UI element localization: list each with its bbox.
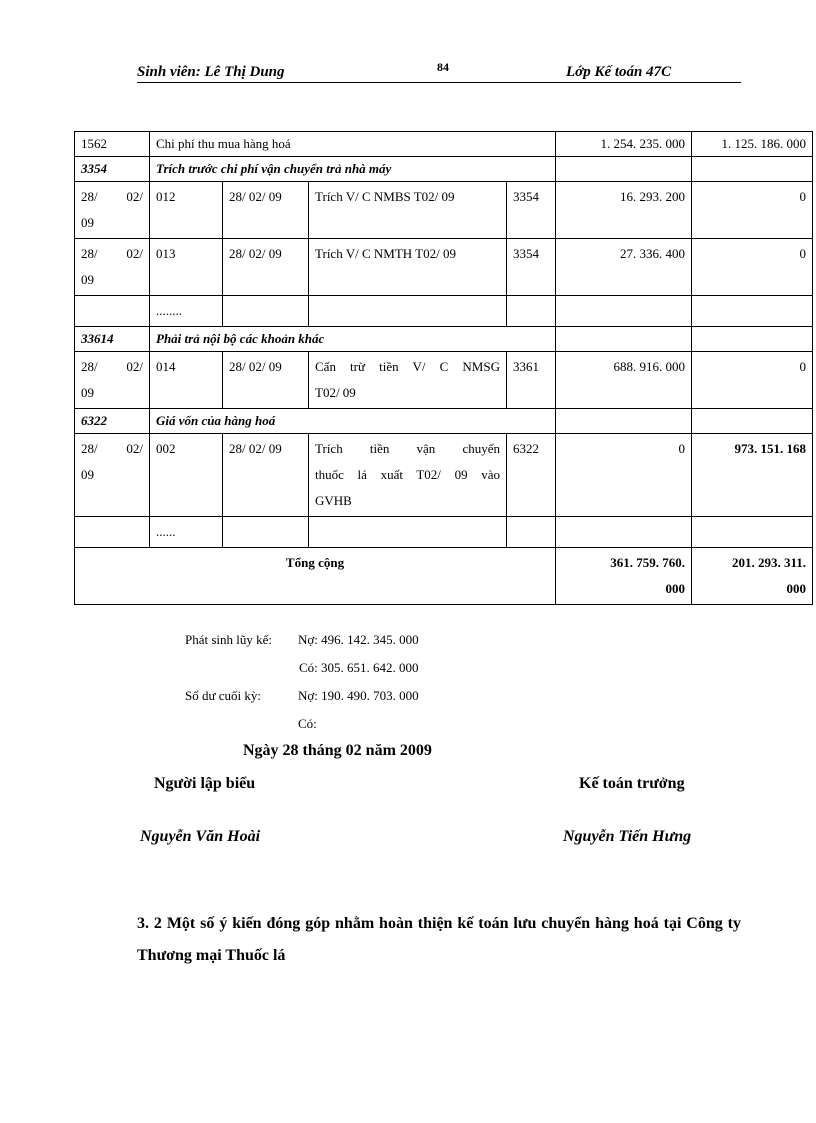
ending-debit: Nợ: 190. 490. 703. 000 bbox=[298, 688, 419, 703]
chief-accountant-title: Kế toán trưởng bbox=[579, 775, 685, 792]
ellipsis: ...... bbox=[150, 517, 223, 548]
table-row bbox=[75, 239, 813, 296]
total-debit: 361. 759. 760. 000 bbox=[556, 548, 692, 605]
ledger-table bbox=[74, 131, 813, 605]
credit-amount: 973. 151. 168 bbox=[692, 434, 813, 517]
voucher-number: 013 bbox=[150, 239, 223, 296]
credit-amount: 1. 125. 186. 000 bbox=[692, 132, 813, 157]
total-row bbox=[75, 548, 813, 605]
debit-amount: 16. 293. 200 bbox=[556, 182, 692, 239]
account-group-title: Phải trả nội bộ các khoản khác bbox=[150, 327, 556, 352]
counter-account: 3361 bbox=[507, 352, 556, 409]
account-code: 3354 bbox=[75, 157, 150, 182]
account-code: 1562 bbox=[75, 132, 150, 157]
counter-account: 6322 bbox=[507, 434, 556, 517]
table-row bbox=[75, 182, 813, 239]
page-number: 84 bbox=[437, 60, 449, 74]
voucher-date: 28/ 02/ 09 bbox=[223, 434, 309, 517]
voucher-date: 28/ 02/ 09 bbox=[223, 352, 309, 409]
debit-amount: 1. 254. 235. 000 bbox=[556, 132, 692, 157]
entry-description: Trích V/ C NMBS T02/ 09 bbox=[309, 182, 507, 239]
table-row bbox=[75, 517, 813, 548]
header-underline bbox=[137, 82, 741, 83]
voucher-number: 002 bbox=[150, 434, 223, 517]
voucher-number: 012 bbox=[150, 182, 223, 239]
table-row bbox=[75, 296, 813, 327]
accumulated-label: Phát sinh lũy kế: bbox=[185, 632, 273, 647]
voucher-date: 28/ 02/ 09 bbox=[223, 239, 309, 296]
table-row bbox=[75, 327, 813, 352]
ending-credit: Có: bbox=[298, 716, 317, 731]
ending-balance-label: Số dư cuối kỳ: bbox=[185, 688, 262, 703]
voucher-number: 014 bbox=[150, 352, 223, 409]
account-description: Chi phí thu mua hàng hoá bbox=[150, 132, 556, 157]
table-row bbox=[75, 132, 813, 157]
credit-amount: 0 bbox=[692, 182, 813, 239]
account-code: 33614 bbox=[75, 327, 150, 352]
debit-amount: 27. 336. 400 bbox=[556, 239, 692, 296]
table-row bbox=[75, 157, 813, 182]
entry-description: Trích V/ C NMTH T02/ 09 bbox=[309, 239, 507, 296]
accumulated-debit: Nợ: 496. 142. 345. 000 bbox=[298, 632, 419, 647]
credit-amount: 0 bbox=[692, 239, 813, 296]
class-name: Lớp Kế toán 47C bbox=[566, 64, 672, 80]
debit-amount: 688. 916. 000 bbox=[556, 352, 692, 409]
entry-description: Trích tiền vận chuyển thuốc lá xuất T02/ 09 vào GVHB bbox=[309, 434, 507, 517]
chief-accountant-name: Nguyễn Tiến Hưng bbox=[563, 828, 692, 845]
ellipsis: ........ bbox=[150, 296, 223, 327]
table-row bbox=[75, 352, 813, 409]
student-name: Sinh viên: Lê Thị Dung bbox=[137, 64, 285, 80]
credit-amount: 0 bbox=[692, 352, 813, 409]
section-heading: 3. 2 Một số ý kiến đóng góp nhằm hoàn thiện kế toán lưu chuyển hàng hoá tại Công ty Thương mại Thuốc lá bbox=[137, 915, 741, 964]
table-row bbox=[75, 434, 813, 517]
entry-date: 28/ 02/ 09 bbox=[75, 182, 150, 239]
report-date: Ngày 28 tháng 02 năm 2009 bbox=[243, 742, 432, 759]
account-group-title: Giá vốn của hàng hoá bbox=[150, 409, 556, 434]
total-credit: 201. 293. 311. 000 bbox=[692, 548, 813, 605]
table-row bbox=[75, 409, 813, 434]
preparer-name: Nguyễn Văn Hoài bbox=[140, 828, 261, 845]
entry-date: 28/ 02/ 09 bbox=[75, 239, 150, 296]
entry-date: 28/ 02/ 09 bbox=[75, 434, 150, 517]
counter-account: 3354 bbox=[507, 182, 556, 239]
accumulated-credit: Có: 305. 651. 642. 000 bbox=[299, 660, 419, 675]
entry-description: Cấn trừ tiền V/ C NMSG T02/ 09 bbox=[309, 352, 507, 409]
account-group-title: Trích trước chi phí vận chuyển trả nhà máy bbox=[150, 157, 556, 182]
voucher-date: 28/ 02/ 09 bbox=[223, 182, 309, 239]
counter-account: 3354 bbox=[507, 239, 556, 296]
account-code: 6322 bbox=[75, 409, 150, 434]
total-label: Tổng cộng bbox=[75, 548, 556, 605]
preparer-title: Người lập biểu bbox=[154, 775, 256, 792]
debit-amount: 0 bbox=[556, 434, 692, 517]
entry-date: 28/ 02/ 09 bbox=[75, 352, 150, 409]
